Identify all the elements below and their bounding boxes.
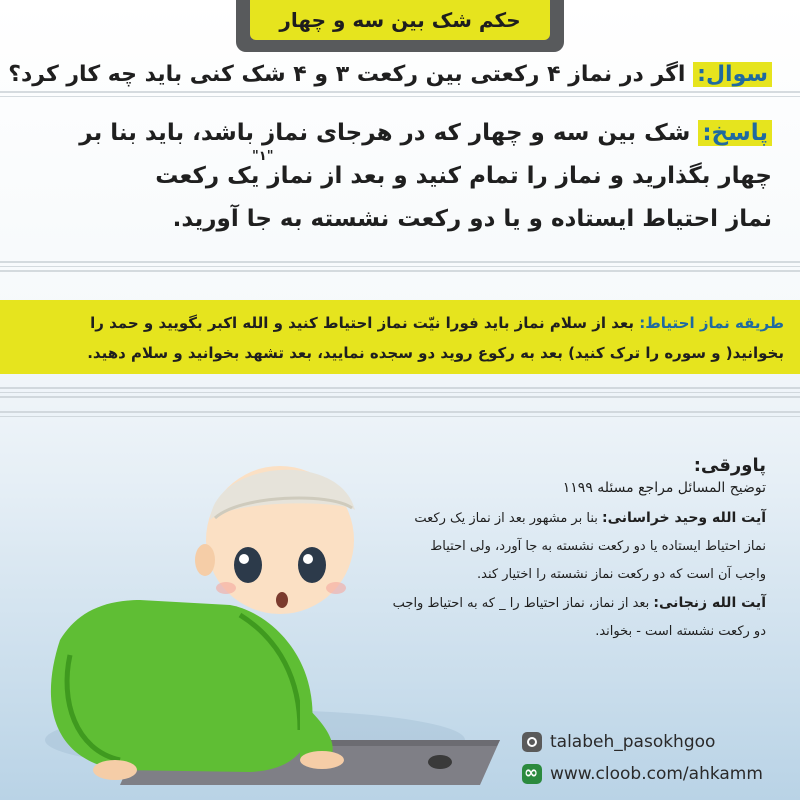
footnote-p2-text-2: دو رکعت نشسته است - بخواند.: [595, 624, 766, 639]
stripe-divider: [0, 408, 800, 422]
question-text: اگر در نماز ۴ رکعتی بین رکعت ۳ و ۴ شک کنی باید چه کار کرد؟: [8, 62, 694, 87]
cloob-text[interactable]: www.cloob.com/ahkamm: [550, 764, 763, 784]
answer-block: [30, 112, 772, 241]
answer-label: پاسخ:: [698, 120, 772, 146]
instagram-handle[interactable]: [522, 732, 715, 752]
page-title: حکم شک بین سه و چهار: [279, 8, 521, 32]
stripe-divider: [0, 258, 800, 272]
header-title-box: [250, 0, 550, 40]
footnote-mark: "۱": [252, 149, 274, 164]
question-line: [8, 62, 772, 87]
method-label: طریقه نماز احتیاط:: [639, 314, 784, 332]
footnote-p2-text-1: بعد از نماز، نماز احتیاط را _ که به احتیاط واجب: [392, 596, 654, 611]
method-line-2: بخوانید( و سوره را ترک کنید) بعد به رکوع روید دو سجده نمایید، بعد تشهد بخوانید و سلام دهید.: [87, 344, 784, 362]
footnote: [376, 455, 766, 646]
answer-line-1: شک بین سه و چهار که در هرجای نماز باشد، باید بنا بر: [79, 120, 699, 146]
answer-line-2: چهار بگذارید و نماز را تمام کنید و بعد از نماز یک رکعت: [155, 163, 772, 189]
stripe-divider: [0, 384, 800, 398]
footnote-p1-text-3: واجب آن است که دو رکعت نماز نشسته را اختیار کند.: [477, 567, 766, 582]
footnote-p1-text-1: بنا بر مشهور بعد از نماز یک رکعت: [414, 511, 602, 526]
footnote-title: پاورقی:: [693, 455, 766, 476]
footnote-p1-text-2: نماز احتیاط ایستاده یا دو رکعت نشسته به جا آورد، ولی احتیاط: [430, 539, 766, 554]
answer-line-3: نماز احتیاط ایستاده و یا دو رکعت نشسته به جا آورید.: [172, 206, 772, 232]
method-band: [0, 300, 800, 374]
instagram-icon: [522, 732, 542, 752]
footnote-paragraph-2: [376, 589, 766, 646]
cloob-link[interactable]: [522, 764, 763, 784]
instagram-text[interactable]: talabeh_pasokhgoo: [550, 732, 716, 752]
question-label: سوال:: [693, 62, 772, 87]
footnote-p2-name: آیت الله زنجانی:: [653, 595, 766, 611]
cloob-icon: [522, 764, 542, 784]
footnote-reference: توضیح المسائل مراجع مسئله ۱۱۹۹: [562, 480, 766, 496]
stripe-divider: [0, 88, 800, 102]
method-line-1: بعد از سلام نماز باید فورا نیّت نماز احتیاط کنید و الله اکبر بگویید و حمد را: [90, 314, 640, 332]
footnote-paragraph-1: [376, 504, 766, 589]
footnote-p1-name: آیت الله وحید خراسانی:: [602, 510, 766, 526]
